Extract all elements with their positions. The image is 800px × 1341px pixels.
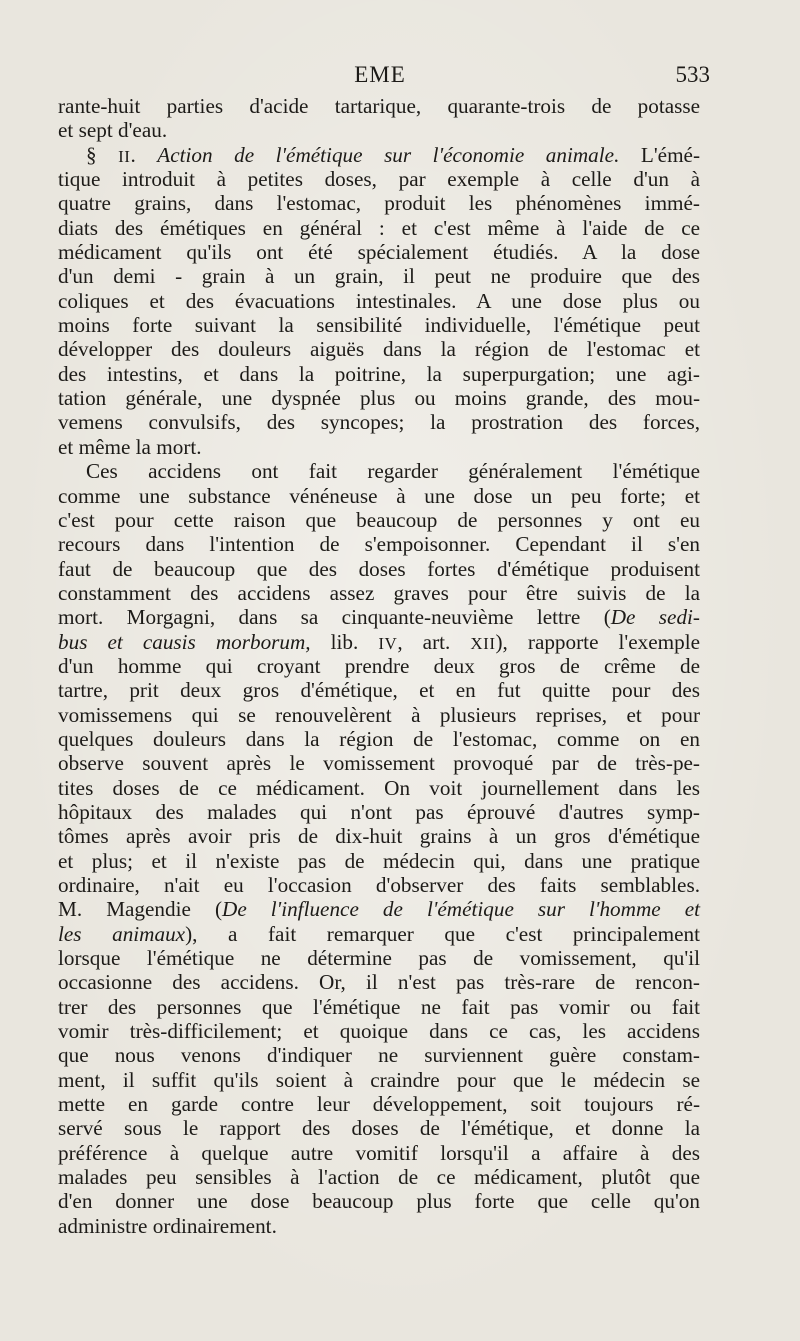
text-run: servé sous le rapport des doses de l'émétique, et donne la <box>58 1116 700 1141</box>
italic-run: les animaux <box>58 921 186 946</box>
page-number: 533 <box>675 62 710 87</box>
text-run: des intestins, et dans la poitrine, la superpurgation; une agi- <box>58 361 700 386</box>
text-run: . <box>130 142 158 167</box>
text-line <box>58 435 700 459</box>
text-line <box>58 410 700 434</box>
small-caps-run: II <box>118 146 131 166</box>
text-line <box>58 289 700 313</box>
text-line <box>58 313 700 337</box>
text-run: malades peu sensibles à l'action de ce médicament, plutôt que <box>58 1165 700 1190</box>
text-run: diats des émétiques en général : et c'est même à l'aide de ce <box>58 215 700 240</box>
text-line <box>58 508 700 532</box>
text-run: moins forte suivant la sensibilité individuelle, l'émétique peut <box>58 313 700 338</box>
text-run: § <box>86 142 119 167</box>
text-line <box>58 946 700 970</box>
text-run: c'est pour cette raison que beaucoup de personnes y ont eu <box>58 507 700 532</box>
text-line <box>58 1068 700 1092</box>
text-line <box>58 922 700 946</box>
text-run: médicament qu'ils ont été spécialement étudiés. A la dose <box>58 240 700 265</box>
text-run: Ces accidens ont fait regarder généralement l'émétique <box>86 459 700 484</box>
text-line <box>58 1116 700 1140</box>
text-line <box>58 1165 700 1189</box>
running-head <box>60 60 710 90</box>
text-line <box>58 459 700 483</box>
text-run: d'un demi - grain à un grain, il peut ne produire que des <box>58 264 700 289</box>
text-line <box>58 970 700 994</box>
text-line <box>58 654 700 678</box>
text-run: vomir très-difficilement; et quoique dans ce cas, les accidens <box>58 1019 700 1044</box>
text-line <box>58 118 700 142</box>
text-line <box>58 167 700 191</box>
text-line <box>58 1019 700 1043</box>
text-line <box>58 386 700 410</box>
text-line <box>58 240 700 264</box>
text-line <box>58 581 700 605</box>
text-run: lorsque l'émétique ne détermine pas de vomissement, qu'il <box>58 946 700 971</box>
text-line <box>58 484 700 508</box>
text-run: mette en garde contre leur développement, soit toujours ré- <box>58 1092 700 1117</box>
small-caps-run: XII <box>470 633 496 653</box>
text-line <box>58 1214 700 1238</box>
text-line <box>58 800 700 824</box>
text-line <box>58 1189 700 1213</box>
text-run: hôpitaux des malades qui n'ont pas éprouvé d'autres symp- <box>58 799 700 824</box>
text-line <box>58 216 700 240</box>
text-run: tites doses de ce médicament. On voit journellement dans les <box>58 775 700 800</box>
text-line <box>58 94 700 118</box>
text-run: ment, il suffit qu'ils soient à craindre pour que le médecin se <box>58 1067 700 1092</box>
text-run: faut de beaucoup que des doses fortes d'émétique produisent <box>58 556 700 581</box>
text-run: L'émé- <box>619 142 701 167</box>
text-run: recours dans l'intention de s'empoisonner. Cependant il s'en <box>58 532 700 557</box>
text-line <box>58 630 700 654</box>
text-run: ordinaire, n'ait eu l'occasion d'observer des faits semblables. <box>58 873 700 897</box>
text-run: et même la mort. <box>58 434 202 459</box>
text-line <box>58 873 700 897</box>
text-run: quelques douleurs dans la région de l'estomac, comme on en <box>58 726 700 751</box>
text-line <box>58 143 700 167</box>
text-run: occasionne des accidens. Or, il n'est pas très-rare de rencon- <box>58 970 700 995</box>
text-run: observe souvent après le vomissement provoqué par de très-pe- <box>58 751 700 776</box>
text-line <box>58 264 700 288</box>
text-run: constamment des accidens assez graves pour être suivis de la <box>58 580 700 605</box>
text-line <box>58 1043 700 1067</box>
text-run: lib. <box>310 629 379 654</box>
text-run: M. Magendie ( <box>58 897 223 922</box>
text-line <box>58 727 700 751</box>
text-run: et sept d'eau. <box>58 118 168 143</box>
text-run: trer des personnes que l'émétique ne fait pas vomir ou fait <box>58 994 700 1019</box>
text-line <box>58 532 700 556</box>
text-run: , art. <box>397 629 471 654</box>
page-title: EME <box>354 62 406 87</box>
text-line <box>58 605 700 629</box>
text-run: comme une substance vénéneuse à une dose un peu forte; et <box>58 483 700 508</box>
text-line <box>58 751 700 775</box>
text-line <box>58 897 700 921</box>
text-run: vomissemens qui se renouvelèrent à plusieurs reprises, et pour <box>58 702 700 727</box>
text-run: ), rapporte l'exemple <box>495 629 700 654</box>
text-line <box>58 678 700 702</box>
text-run: développer des douleurs aiguës dans la région de l'estomac et <box>58 337 700 362</box>
italic-run: De l'influence de l'émétique sur l'homme et <box>222 897 700 922</box>
text-run: et plus; et il n'existe pas de médecin qui, dans une pratique <box>58 848 700 873</box>
text-line <box>58 849 700 873</box>
text-run: d'en donner une dose beaucoup plus forte que celle qu'on <box>58 1189 700 1214</box>
text-run: que nous venons d'indiquer ne surviennent guère constam- <box>58 1043 700 1068</box>
body-text <box>58 94 700 1238</box>
text-line <box>58 337 700 361</box>
text-run: tation générale, une dyspnée plus ou moins grande, des mou- <box>58 386 700 411</box>
text-line <box>58 824 700 848</box>
small-caps-run: IV <box>378 633 398 653</box>
text-line <box>58 557 700 581</box>
italic-run: Action de l'émétique sur l'économie animale. <box>157 142 620 167</box>
text-line <box>58 1092 700 1116</box>
italic-run: bus et causis morborum, <box>58 629 311 654</box>
text-line <box>58 1141 700 1165</box>
text-run: préférence à quelque autre vomitif lorsqu'il a affaire à des <box>58 1140 700 1165</box>
text-run: administre ordinairement. <box>58 1213 277 1238</box>
text-line <box>58 776 700 800</box>
text-run: quatre grains, dans l'estomac, produit les phénomènes immé- <box>58 191 700 216</box>
text-run: d'un homme qui croyant prendre deux gros de crême de <box>58 653 700 678</box>
text-run: tartre, prit deux gros d'émétique, et en fut quitte pour des <box>58 678 700 703</box>
text-run: coliques et des évacuations intestinales. A une dose plus ou <box>58 288 700 313</box>
text-run: vemens convulsifs, des syncopes; la prostration des forces, <box>58 410 700 435</box>
italic-run: De sedi- <box>610 605 700 630</box>
text-line <box>58 362 700 386</box>
text-line <box>58 703 700 727</box>
text-run: mort. Morgagni, dans sa cinquante-neuvième lettre ( <box>58 605 611 630</box>
text-line <box>58 995 700 1019</box>
text-run: rante-huit parties d'acide tartarique, quarante-trois de potasse <box>58 94 700 118</box>
text-run: tique introduit à petites doses, par exemple à celle d'un à <box>58 167 700 192</box>
text-run: ), a fait remarquer que c'est principalement <box>185 921 700 946</box>
text-run: tômes après avoir pris de dix-huit grains à un gros d'émétique <box>58 824 700 849</box>
text-line <box>58 191 700 215</box>
